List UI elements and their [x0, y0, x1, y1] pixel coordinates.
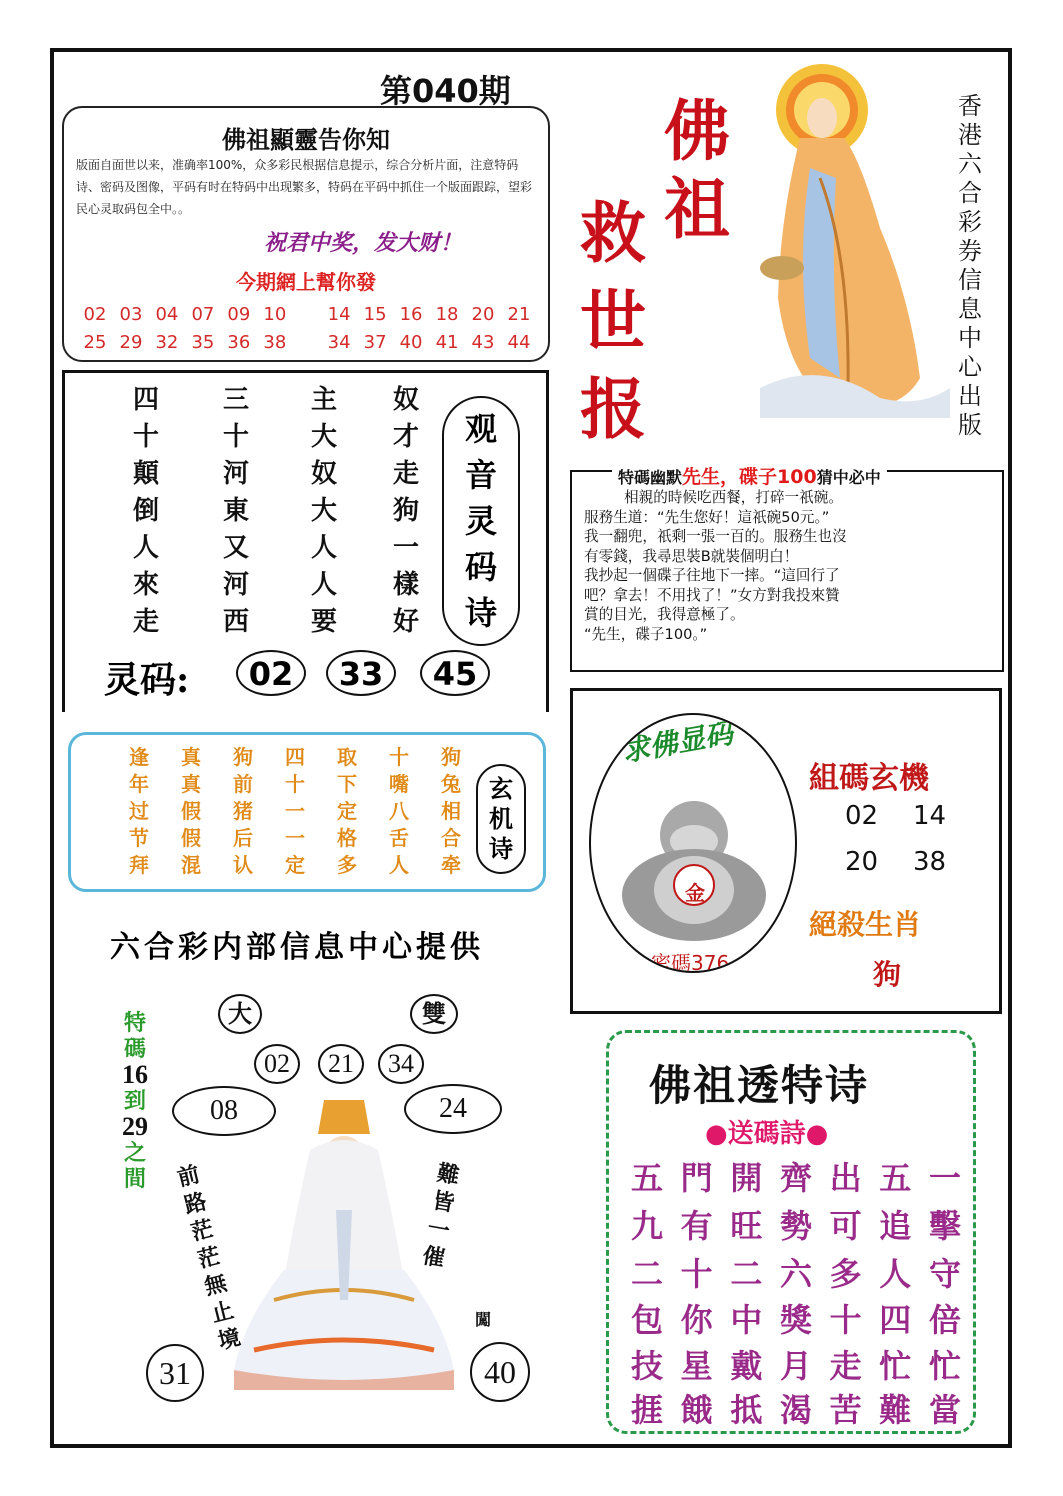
tema-to: 29 — [122, 1112, 148, 1141]
number: 34 — [327, 332, 351, 353]
texiao-row — [631, 1153, 961, 1199]
poem-char: 戴 — [730, 1347, 763, 1385]
xuanji-oval — [476, 764, 526, 874]
poem-char: 四 — [132, 385, 159, 415]
number: 29 — [119, 332, 143, 353]
joke-title — [612, 462, 887, 489]
poem-char: 十 — [680, 1255, 713, 1293]
poem-char: 西 — [222, 607, 249, 637]
poem-char: 河 — [222, 570, 249, 600]
xuanji-column — [436, 744, 466, 879]
zuma-number: 14 — [913, 801, 947, 831]
zuma-box — [570, 688, 1002, 1014]
xuanji-column — [176, 744, 206, 879]
zuma-number: 38 — [913, 847, 947, 877]
poem-char: 星 — [680, 1347, 713, 1385]
xuanji-char: 人 — [389, 853, 409, 877]
poem-char: 奴 — [392, 385, 419, 415]
zuma-number: 20 — [845, 847, 879, 877]
poem-char: 倍 — [928, 1301, 961, 1339]
poem-char: 十 — [222, 422, 249, 452]
poem-char: 有 — [680, 1207, 713, 1245]
xuanji-char: 拜 — [129, 853, 149, 877]
joke-title-b: 先生，碟子100 — [682, 466, 817, 488]
number: 20 — [471, 304, 495, 325]
number: 15 — [363, 304, 387, 325]
xuanji-char: 猪 — [233, 799, 253, 823]
poem-char: 勢 — [779, 1207, 812, 1245]
poem-char: 東 — [222, 496, 249, 526]
poem-char: 二 — [730, 1255, 763, 1293]
intro-box — [62, 106, 550, 362]
poem-char: 十 — [829, 1301, 862, 1339]
verse-char: 止 — [208, 1297, 237, 1328]
top-number: 34 — [378, 1044, 424, 1084]
poem-char: 樣 — [392, 570, 419, 600]
xuanji-char: 前 — [233, 772, 253, 796]
lingma-label: 灵码: — [104, 659, 190, 701]
joke-title-a: 特碼幽默 — [618, 468, 683, 487]
xuanji-char: 假 — [181, 799, 201, 823]
poem-char: 大 — [310, 496, 337, 526]
joke-line: 我抄起一個碟子往地下一摔。“這回行了 — [584, 567, 840, 584]
joke-title-c: 猜中必中 — [816, 468, 881, 487]
side-number: 24 — [404, 1084, 502, 1134]
joke-line: 賞的目光，我得意極了。 — [584, 606, 745, 623]
tema-char: 碼 — [123, 1036, 146, 1062]
poem-char: 五 — [879, 1159, 912, 1197]
poem-char: 三 — [222, 385, 249, 415]
poem-char: 才 — [392, 422, 419, 452]
number: 14 — [327, 304, 351, 325]
poem-char: 人 — [132, 533, 159, 563]
texiao-row — [631, 1249, 961, 1295]
texiao-subtitle: ●送碼詩● — [705, 1119, 829, 1149]
poem-char: 要 — [310, 607, 337, 637]
poem-char: 走 — [392, 459, 419, 489]
xuanji-char: 格 — [337, 826, 357, 850]
corner-number: 40 — [470, 1342, 530, 1402]
xuanji-char: 真 — [181, 745, 201, 769]
oval-char: 诗 — [464, 594, 497, 632]
lingma-number: 02 — [236, 650, 306, 696]
xuanji-column — [384, 744, 414, 879]
zuma-number: 02 — [845, 801, 879, 831]
qiufo-text: 求佛显码 — [619, 716, 736, 769]
tema-char: 之 — [123, 1140, 146, 1166]
poem-char: 當 — [928, 1391, 961, 1429]
poem-char: 出 — [829, 1159, 862, 1197]
guanyin-image — [760, 58, 960, 418]
laughing-buddha-image — [609, 775, 779, 945]
xuanji-char: 一 — [285, 826, 305, 850]
tema-char: 間 — [123, 1166, 146, 1192]
joke-line: 相親的時候吃西餐，打碎一祇碗。 — [624, 489, 843, 506]
lingma-number: 45 — [420, 650, 490, 696]
xuanji-char: 定 — [337, 799, 357, 823]
number: 37 — [363, 332, 387, 353]
number: 18 — [435, 304, 459, 325]
xuanji-char: 舌 — [389, 826, 409, 850]
texiao-row — [631, 1341, 961, 1387]
poem-char: 擊 — [928, 1207, 961, 1245]
xuanji-char: 兔 — [441, 772, 461, 796]
joke-line: 有零錢，我尋思裝B就裝個明白！ — [584, 547, 799, 565]
top-number: 21 — [318, 1044, 364, 1084]
poem-char: 倒 — [132, 496, 159, 526]
poem-char: 人 — [310, 533, 337, 563]
verse-char: 路 — [181, 1188, 210, 1219]
xuanji-column — [228, 744, 258, 879]
publisher-vertical: 香港六合彩券信息中心出版 — [958, 92, 982, 439]
poem-char: 顛 — [132, 459, 159, 489]
xuanji-char: 牵 — [441, 853, 461, 877]
intro-body: 版面自面世以来，准确率100%，众多彩民根据信息提示，综合分析片面，注意特码诗、密码及图像，平码有时在特码中出现繁多，特码在平码中抓住一个版面跟踪，望彩民心灵取码包全中。。 — [76, 158, 533, 216]
intro-title: 佛祖顯靈告你知 — [222, 125, 390, 154]
xuanji-char: 过 — [129, 799, 149, 823]
oval-char: 码 — [464, 548, 497, 586]
poem-char: 人 — [879, 1255, 912, 1293]
zuma-title: 組碼玄機 — [809, 761, 929, 796]
oval-char: 观 — [464, 410, 497, 448]
poem-char: 齊 — [779, 1159, 812, 1197]
poem-char: 走 — [132, 607, 159, 637]
poem-char: 開 — [730, 1159, 763, 1197]
poem-char: 大 — [310, 422, 337, 452]
poem-char: 五 — [631, 1159, 664, 1197]
title-char: 救 — [580, 194, 646, 272]
poem-char: 一 — [928, 1159, 961, 1197]
number: 21 — [507, 304, 531, 325]
number: 09 — [227, 304, 251, 325]
xuanji-char: 认 — [233, 853, 253, 877]
joke-line: “先生，碟子100。” — [584, 625, 708, 643]
xuanji-char: 嘴 — [389, 772, 409, 796]
verse-char: 前 — [174, 1161, 203, 1192]
xuanji-char: 下 — [337, 772, 357, 796]
lingma-number: 33 — [326, 650, 396, 696]
xuanji-char: 十 — [285, 772, 305, 796]
poem-char: 主 — [310, 385, 337, 415]
xuanji-char: 十 — [389, 745, 409, 769]
joke-box — [570, 466, 1004, 672]
xuanji-char: 合 — [441, 826, 461, 850]
poem-char: 苦 — [829, 1391, 862, 1429]
poem-char: 包 — [631, 1301, 664, 1339]
xuanji-column — [280, 744, 310, 879]
poem-char: 追 — [879, 1207, 912, 1245]
poem-char: 多 — [829, 1255, 862, 1293]
poem-char: 你 — [680, 1301, 713, 1339]
texiao-row — [631, 1295, 961, 1341]
number: 07 — [191, 304, 215, 325]
number: 25 — [83, 332, 107, 353]
intro-wish: 祝君中奖，发大财！ — [264, 231, 463, 256]
poem-char: 渴 — [779, 1391, 812, 1429]
texiao-title: 佛祖透特诗 — [649, 1061, 870, 1110]
verse-char: 無 — [201, 1269, 230, 1301]
number: 40 — [399, 332, 423, 353]
buddha-oval — [589, 713, 797, 973]
number: 43 — [471, 332, 495, 353]
tema-to-label: 到 — [123, 1088, 146, 1114]
guanyin-poem-oval — [442, 396, 520, 646]
oval-char: 机 — [489, 804, 513, 833]
poem-char: 好 — [392, 607, 419, 637]
poem-char: 抵 — [730, 1391, 763, 1429]
poem-char: 月 — [779, 1347, 812, 1385]
poem-column — [386, 382, 426, 641]
title-char: 佛 — [664, 92, 730, 170]
number: 02 — [83, 304, 107, 325]
xuanji-char: 假 — [181, 826, 201, 850]
poem-char: 可 — [829, 1207, 862, 1245]
joke-line: 服務生道：“先生您好！這祇碗50元。” — [584, 508, 830, 526]
verse-char: 一 — [425, 1215, 452, 1245]
xuanji-char: 混 — [181, 853, 201, 877]
texiao-row — [631, 1385, 961, 1431]
poem-column — [216, 382, 256, 641]
poem-char: 忙 — [879, 1347, 912, 1385]
xuanji-char: 狗 — [233, 745, 253, 769]
xuanji-char: 取 — [337, 745, 357, 769]
joke-line: 我一翻兜，祇剩一張一百的。服務生也沒 — [584, 528, 847, 545]
title-char: 祖 — [664, 170, 730, 248]
poem-char: 奴 — [310, 459, 337, 489]
xuanji-char: 多 — [337, 853, 357, 877]
verse-char: 難 — [435, 1159, 462, 1190]
xuanji-column — [332, 744, 362, 879]
number: 03 — [119, 304, 143, 325]
xuanji-char: 年 — [129, 772, 149, 796]
corner-number: 31 — [146, 1344, 204, 1402]
poem-char: 一 — [392, 533, 419, 563]
verse-char: 境 — [215, 1324, 244, 1355]
poem-char: 技 — [631, 1347, 664, 1385]
mima-text: 密碼376 — [651, 951, 730, 973]
number: 38 — [263, 332, 287, 353]
poem-char: 忙 — [928, 1347, 961, 1385]
texiao-row — [631, 1201, 961, 1247]
poem-char: 獎 — [779, 1301, 812, 1339]
number: 16 — [399, 304, 423, 325]
side-number: 08 — [172, 1086, 276, 1136]
juesha-value: 狗 — [873, 958, 902, 991]
number: 41 — [435, 332, 459, 353]
tema-from: 16 — [122, 1060, 148, 1089]
poem-char: 餓 — [680, 1391, 713, 1429]
poem-char: 二 — [631, 1255, 664, 1293]
xuanji-char: 定 — [285, 853, 305, 877]
verse-char: 催 — [420, 1242, 447, 1273]
juesha-label: 絕殺生肖 — [809, 908, 922, 941]
xuanji-char: 真 — [181, 772, 201, 796]
free-numbers-row-2 — [82, 332, 532, 353]
oval-char: 诗 — [489, 834, 513, 863]
verse-char: 茫 — [195, 1242, 223, 1274]
coin-text: 金 — [685, 881, 705, 905]
number: 44 — [507, 332, 531, 353]
oval-char: 音 — [464, 456, 497, 494]
poem-char: 中 — [730, 1301, 763, 1339]
free-numbers-row-1 — [82, 304, 532, 325]
xuanji-char: 节 — [129, 826, 149, 850]
number: 04 — [155, 304, 179, 325]
poem-column — [304, 382, 344, 641]
xuanji-poem — [124, 744, 466, 879]
even-label: 雙 — [410, 994, 458, 1034]
xuanji-char: 八 — [389, 799, 409, 823]
poem-column — [126, 382, 166, 641]
poem-char: 十 — [132, 422, 159, 452]
oval-char: 灵 — [464, 502, 497, 540]
title-char: 报 — [580, 370, 646, 448]
number: 35 — [191, 332, 215, 353]
xuanji-char: 狗 — [441, 745, 461, 769]
tema-range — [110, 1010, 160, 1192]
joke-line: 吧？拿去！不用找了！”女方對我投來贊 — [584, 586, 840, 604]
poem-char: 狗 — [392, 496, 419, 526]
verse-char: 茫 — [188, 1215, 217, 1247]
poem-char: 來 — [132, 570, 159, 600]
issue-number: 第040期 — [380, 72, 511, 110]
big-label: 大 — [218, 994, 262, 1034]
poem-char: 河 — [222, 459, 249, 489]
poem-char: 捱 — [631, 1391, 664, 1429]
poem-char: 四 — [879, 1301, 912, 1339]
number: 36 — [227, 332, 251, 353]
xuanji-char: 后 — [233, 826, 253, 850]
free-numbers-title: 今期網上幫你發 — [236, 270, 376, 294]
xuanji-char: 一 — [285, 799, 305, 823]
number: 32 — [155, 332, 179, 353]
xuanji-column — [124, 744, 154, 879]
oval-char: 玄 — [489, 774, 513, 803]
verse-char: 闖 — [474, 1310, 491, 1329]
guanyin-poem — [126, 382, 426, 641]
poem-char: 又 — [222, 533, 249, 563]
provider-text: 六合彩内部信息中心提供 — [110, 930, 484, 965]
poem-char: 六 — [779, 1255, 812, 1293]
xuanji-char: 逢 — [129, 745, 149, 769]
tema-char: 特 — [123, 1010, 146, 1036]
poem-char: 走 — [829, 1347, 862, 1385]
poem-char: 門 — [680, 1159, 713, 1197]
poem-char: 難 — [879, 1391, 912, 1429]
joke-body — [584, 488, 994, 644]
number: 10 — [263, 304, 287, 325]
xuanji-char: 相 — [441, 799, 461, 823]
verse-char: 皆 — [430, 1187, 457, 1217]
poem-char: 人 — [310, 570, 337, 600]
title-char: 世 — [580, 282, 646, 360]
poem-char: 旺 — [730, 1207, 763, 1245]
poem-char: 九 — [631, 1207, 664, 1245]
texiao-poem-box — [606, 1030, 976, 1434]
poem-char: 守 — [928, 1255, 961, 1293]
top-number: 02 — [254, 1044, 300, 1084]
xuanji-char: 四 — [285, 745, 305, 769]
